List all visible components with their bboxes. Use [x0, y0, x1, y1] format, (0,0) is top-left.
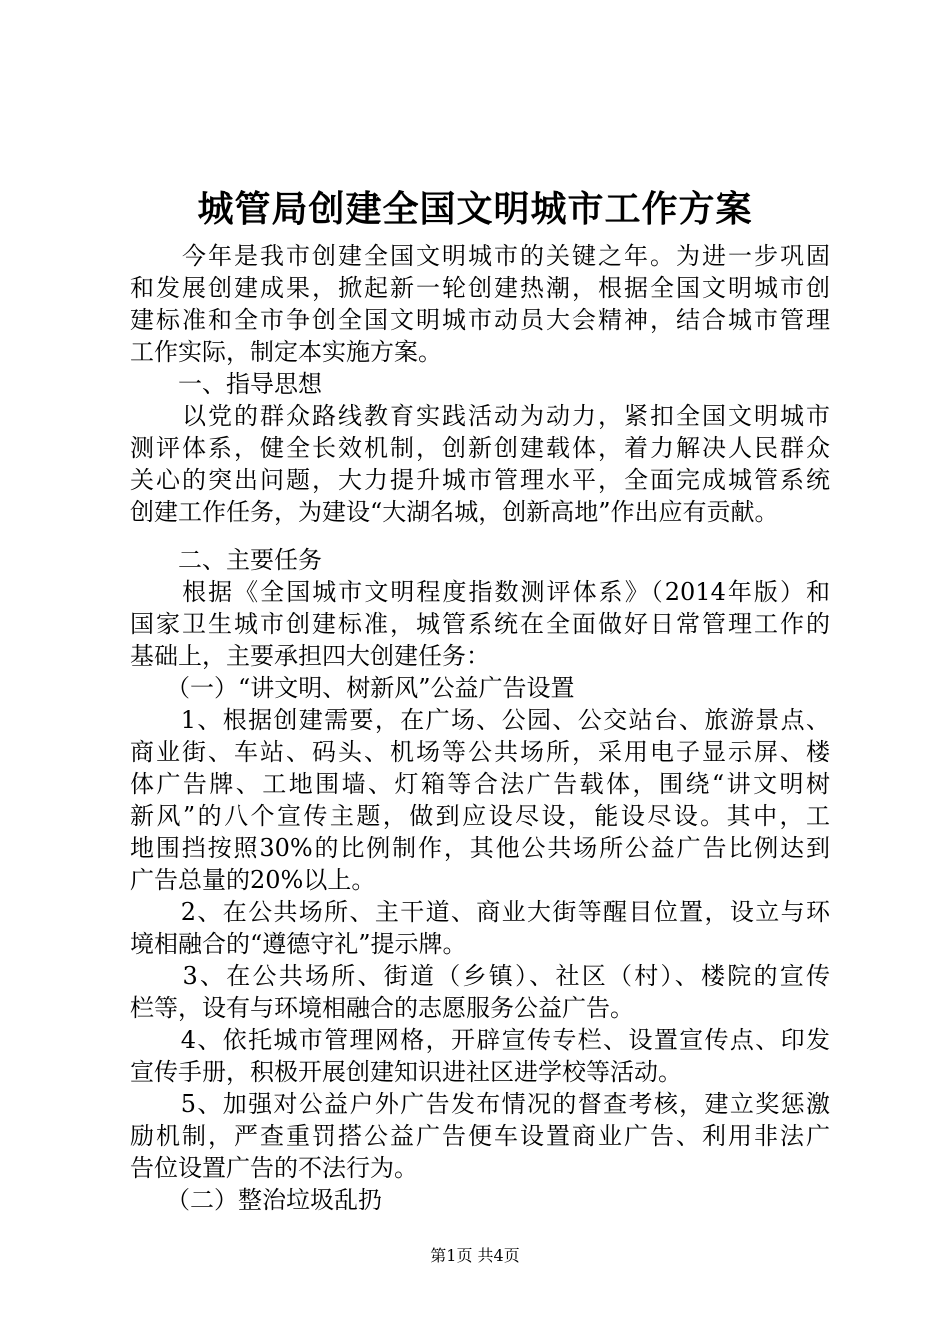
text-line: 励机制，严查重罚搭公益广告便车设置商业广告、利用非法广 [130, 1122, 830, 1150]
text-line: 4、依托城市管理网格，开辟宣传专栏、设置宣传点、印发 [130, 1026, 830, 1054]
text-line: 根据《全国城市文明程度指数测评体系》（2014年版）和 [130, 578, 830, 606]
text-line: 关心的突出问题，大力提升城市管理水平，全面完成城管系统 [130, 466, 830, 494]
text-line: 测评体系，健全长效机制，创新创建载体，着力解决人民群众 [130, 434, 830, 462]
text-line: 国家卫生城市创建标准，城管系统在全面做好日常管理工作的 [130, 610, 830, 638]
text-line: 宣传手册，积极开展创建知识进社区进学校等活动。 [130, 1058, 682, 1086]
text-line: 地围挡按照30%的比例制作，其他公共场所公益广告比例达到 [130, 834, 830, 862]
text-line: 新风”的八个宣传主题，做到应设尽设，能设尽设。其中，工 [130, 802, 830, 830]
text-line: 基础上，主要承担四大创建任务： [130, 642, 490, 670]
text-line: 建标准和全市争创全国文明城市动员大会精神，结合城市管理 [130, 306, 830, 334]
text-line: 体广告牌、工地围墙、灯箱等合法广告载体，围绕“讲文明树 [130, 770, 830, 798]
text-line: 告位设置广告的不法行为。 [130, 1154, 418, 1182]
page-footer: 第1页 共4页 [430, 1246, 520, 1265]
text-line: 2、在公共场所、主干道、商业大街等醒目位置，设立与环 [130, 898, 830, 926]
text-line: 二、主要任务 [130, 546, 322, 574]
text-line: 和发展创建成果，掀起新一轮创建热潮，根据全国文明城市创 [130, 274, 830, 302]
text-line: 今年是我市创建全国文明城市的关键之年。为进一步巩固 [130, 242, 830, 270]
text-line: 创建工作任务，为建设“大湖名城，创新高地”作出应有贡献。 [130, 498, 779, 526]
document-title: 城管局创建全国文明城市工作方案 [197, 188, 753, 230]
text-line: 一、指导思想 [130, 370, 322, 398]
text-line: 5、加强对公益户外广告发布情况的督查考核，建立奖惩激 [130, 1090, 830, 1118]
text-line: 商业街、车站、码头、机场等公共场所，采用电子显示屏、楼 [130, 738, 830, 766]
text-line: 1、根据创建需要，在广场、公园、公交站台、旅游景点、 [130, 706, 830, 734]
text-line: 栏等，设有与环境相融合的志愿服务公益广告。 [130, 994, 634, 1022]
text-line: 广告总量的20%以上。 [130, 866, 376, 894]
text-line: 以党的群众路线教育实践活动为动力，紧扣全国文明城市 [130, 402, 830, 430]
text-line: 工作实际，制定本实施方案。 [130, 338, 442, 366]
text-line: （一）“讲文明、树新风”公益广告设置 [130, 674, 575, 702]
text-line: 3、在公共场所、街道（乡镇）、社区（村）、楼院的宣传 [130, 962, 830, 990]
text-line: （二）整治垃圾乱扔 [130, 1186, 382, 1214]
text-line: 境相融合的“遵德守礼”提示牌。 [130, 930, 467, 958]
